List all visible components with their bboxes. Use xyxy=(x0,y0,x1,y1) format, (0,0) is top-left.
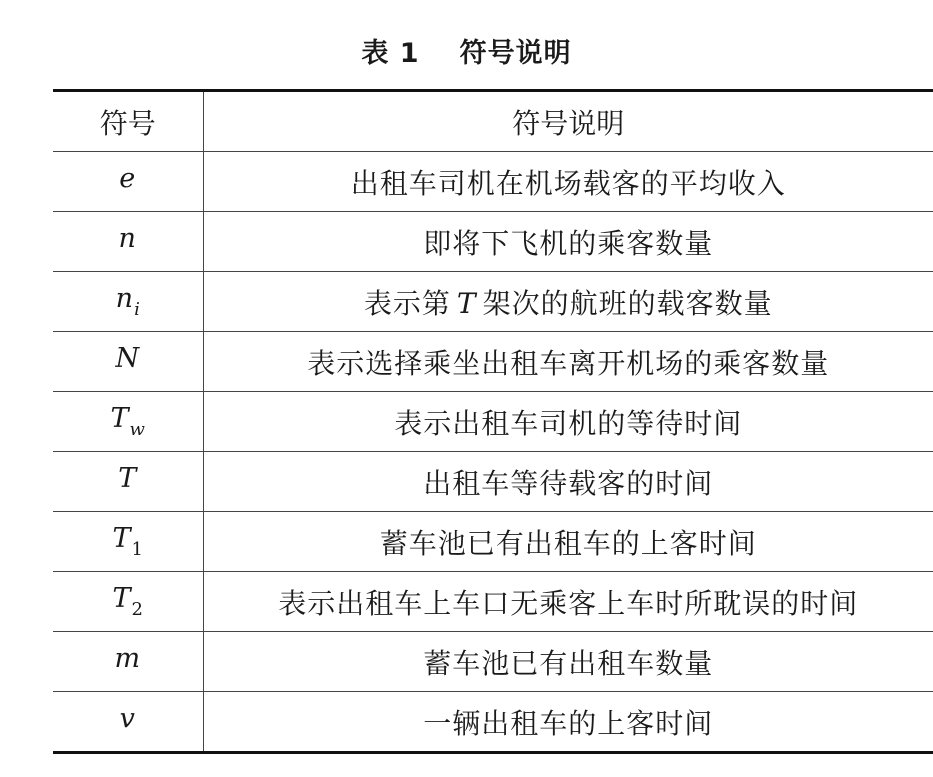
symbol-base: n xyxy=(118,223,136,254)
symbol-base: T xyxy=(110,403,129,434)
table-row xyxy=(53,392,933,452)
description-text: 表示选择乘坐出租车离开机场的乘客数量 xyxy=(307,346,830,380)
symbol-subscript: i xyxy=(134,299,140,320)
symbol-base: N xyxy=(115,343,140,374)
description-text: 蓄车池已有出租车的上客时间 xyxy=(379,526,757,560)
header-symbol: 符号 xyxy=(53,91,203,152)
table-body xyxy=(53,152,933,753)
symbol-cell xyxy=(53,332,203,392)
symbol-cell xyxy=(53,692,203,753)
symbol-cell xyxy=(53,392,203,452)
symbol-math xyxy=(120,703,136,734)
table-row xyxy=(53,212,933,272)
description-text: 出租车等待载客的时间 xyxy=(423,466,714,500)
symbol-math xyxy=(112,583,143,620)
description-text: 表示出租车司机的等待时间 xyxy=(394,406,743,440)
symbol-cell xyxy=(53,452,203,512)
description-cell xyxy=(203,152,933,212)
table-caption xyxy=(0,34,933,74)
symbol-base: v xyxy=(119,703,135,734)
symbol-cell xyxy=(53,152,203,212)
description-text: 一辆出租车的上客时间 xyxy=(423,706,714,740)
description-text: 表示第 xyxy=(363,286,451,320)
symbol-math xyxy=(114,643,141,674)
symbol-cell xyxy=(53,212,203,272)
symbol-math xyxy=(119,223,137,254)
description-cell xyxy=(203,452,933,512)
symbol-base: T xyxy=(112,523,131,554)
description-cell xyxy=(203,512,933,572)
table-number: 表 1 xyxy=(361,38,420,69)
table-row xyxy=(53,152,933,212)
symbol-math xyxy=(115,343,140,374)
description-cell xyxy=(203,212,933,272)
symbol-cell xyxy=(53,632,203,692)
table-row xyxy=(53,572,933,632)
symbol-cell xyxy=(53,512,203,572)
symbol-base: T xyxy=(112,583,131,614)
table-row xyxy=(53,332,933,392)
symbol-math xyxy=(115,283,140,320)
symbol-table-container xyxy=(53,89,933,754)
symbol-math xyxy=(118,463,137,494)
symbol-cell xyxy=(53,572,203,632)
description-text: 出租车司机在机场载客的平均收入 xyxy=(350,166,786,200)
description-cell xyxy=(203,272,933,332)
description-text: 表示出租车上车口无乘客上车时所耽误的时间 xyxy=(278,586,859,620)
table-row xyxy=(53,452,933,512)
description-cell xyxy=(203,392,933,452)
table-row xyxy=(53,512,933,572)
symbol-base: m xyxy=(114,643,141,674)
description-text-after: 架次的航班的载客数量 xyxy=(482,286,773,320)
symbol-subscript: w xyxy=(129,419,145,440)
symbol-math xyxy=(110,403,145,440)
description-cell xyxy=(203,632,933,692)
table-row xyxy=(53,632,933,692)
header-description: 符号说明 xyxy=(203,91,933,152)
symbol-base: T xyxy=(118,463,137,494)
table-header-row xyxy=(53,91,933,152)
symbol-table xyxy=(53,89,933,754)
symbol-cell xyxy=(53,272,203,332)
symbol-subscript: 2 xyxy=(131,599,143,620)
symbol-base: e xyxy=(119,163,136,194)
symbol-subscript: 1 xyxy=(131,539,143,560)
table-row xyxy=(53,272,933,332)
table-row xyxy=(53,692,933,753)
description-variable: T xyxy=(456,286,477,320)
symbol-math xyxy=(112,523,143,560)
description-cell xyxy=(203,572,933,632)
description-text: 即将下飞机的乘客数量 xyxy=(423,226,714,260)
symbol-math xyxy=(119,163,136,194)
description-cell xyxy=(203,332,933,392)
description-text: 蓄车池已有出租车数量 xyxy=(423,646,714,680)
description-cell xyxy=(203,692,933,753)
table-title: 符号说明 xyxy=(459,38,572,69)
symbol-base: n xyxy=(115,283,134,314)
